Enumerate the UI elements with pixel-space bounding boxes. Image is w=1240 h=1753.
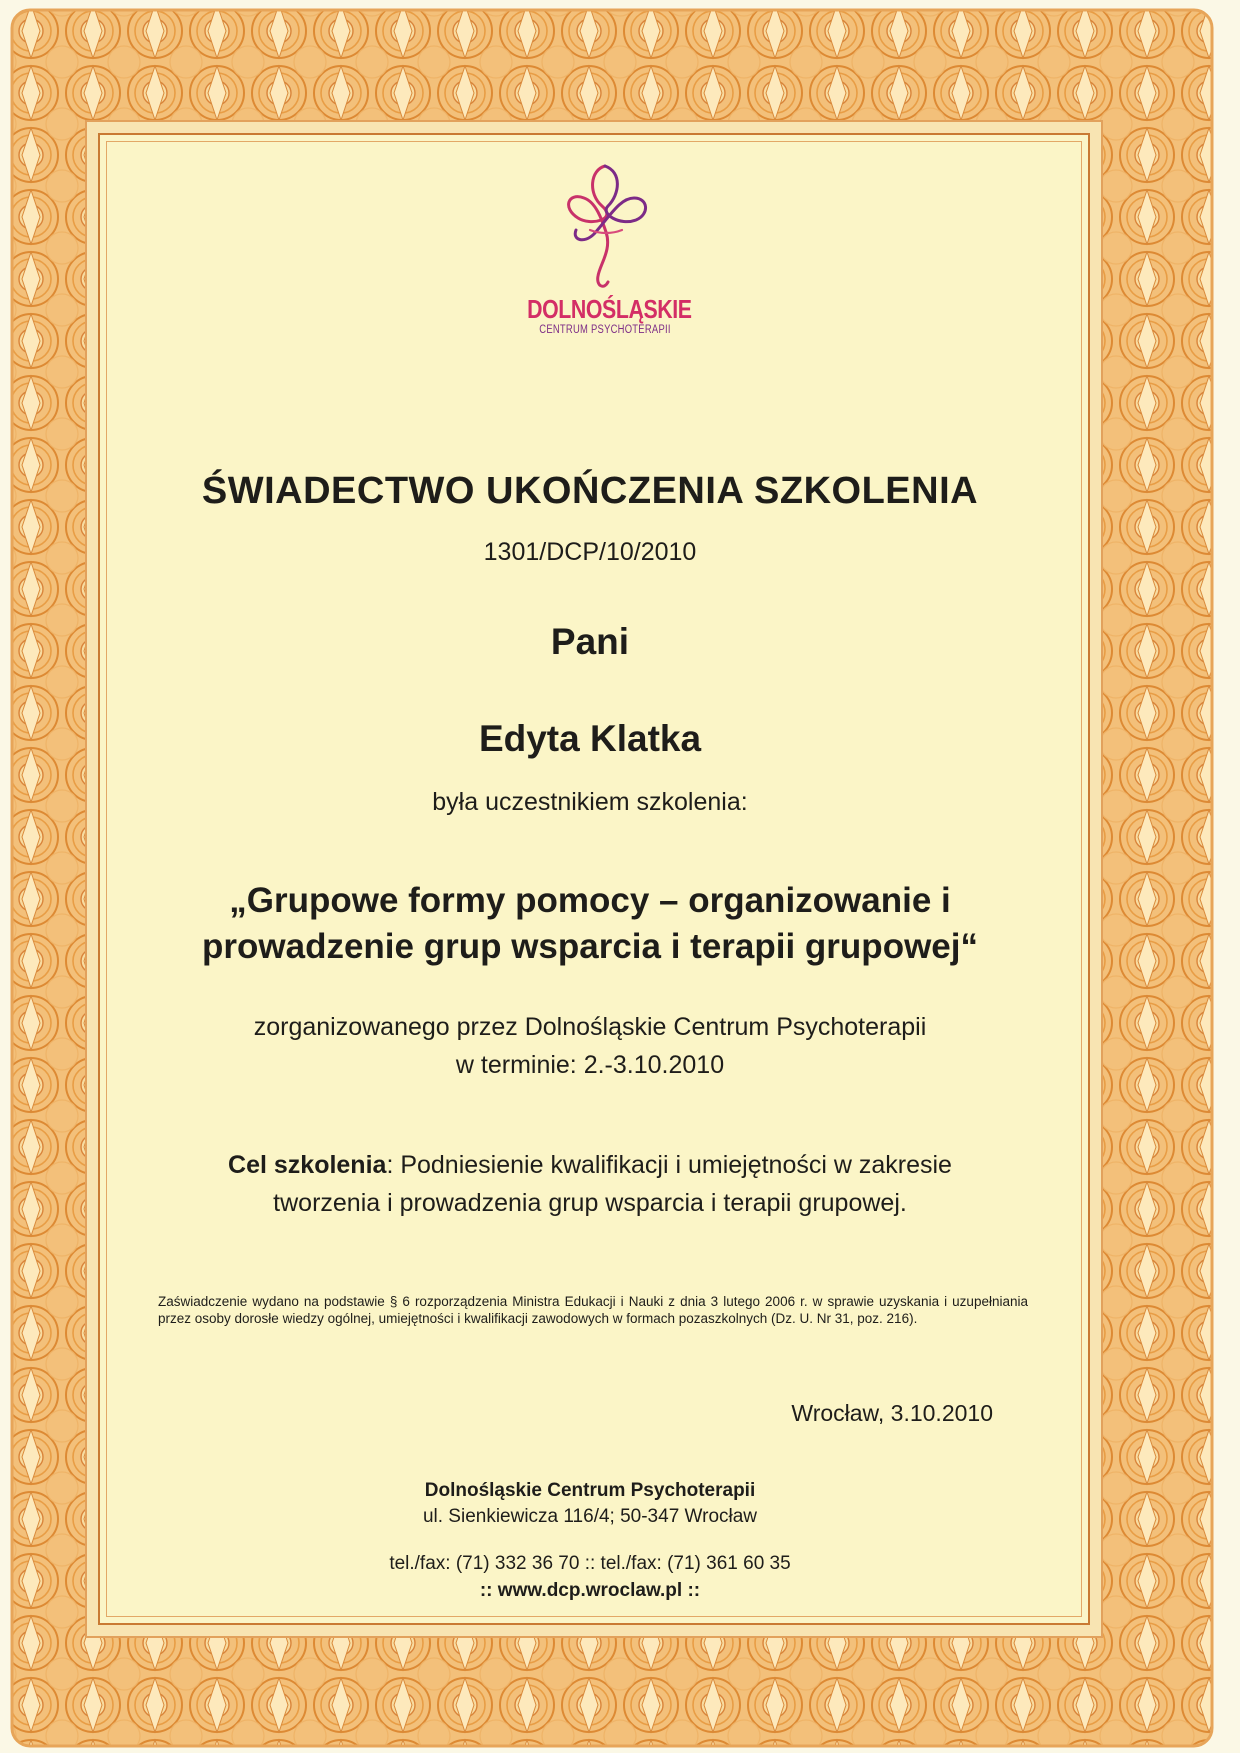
organizer-line-2: w terminie: 2.-3.10.2010 [455,1051,725,1079]
footer-phones: tel./fax: (71) 332 36 70 :: tel./fax: (71) 361 60 35 [389,1553,791,1574]
certificate-number: 1301/DCP/10/2010 [483,538,697,566]
logo-name: DOLNOŚLĄSKIE [527,294,692,324]
goal-line-1 [150,1146,1030,1184]
course-title [150,878,1030,970]
footer-organization: Dolnośląskie Centrum Psychoterapii [424,1480,756,1501]
goal-label: Cel szkolenia [228,1151,387,1179]
training-goal [150,1146,1030,1222]
place-and-date: Wrocław, 3.10.2010 [791,1400,993,1426]
participant-text: była uczestnikiem szkolenia: [432,788,748,816]
course-title-line-1: „Grupowe formy pomocy – organizowanie i [229,881,951,920]
course-title-line-2: prowadzenie grup wsparcia i terapii grupowej“ [202,927,978,966]
logo-subtitle: CENTRUM PSYCHOTERAPII [539,324,671,336]
legal-note: Zaświadczenie wydano na podstawie § 6 rozporządzenia Ministra Edukacji i Nauki z dnia 3 lutego 2006 r. w sprawie uzyskania i uzupełniania przez osoby dorosłe wiedzy ogólnej, umiejętności i kwalifikacji zawodowych w formach pozaszkolnych (Dz. U. Nr 31, poz. 216). [158,1294,1028,1326]
salutation: Pani [550,621,630,662]
goal-text-2: tworzenia i prowadzenia grup wsparcia i terapii grupowej. [273,1189,907,1217]
footer-address: ul. Sienkiewicza 116/4; 50-347 Wrocław [422,1506,758,1527]
certificate-title: ŚWIADECTWO UKOŃCZENIA SZKOLENIA [201,470,979,512]
logo [510,160,700,345]
logo-mark [550,160,660,292]
recipient-name: Edyta Klatka [478,718,702,759]
organizer-info [150,1008,1030,1084]
goal-text-1: : Podniesienie kwalifikacji i umiejętności w zakresie [386,1151,952,1179]
footer-website: :: www.dcp.wroclaw.pl :: [479,1580,701,1601]
organizer-line-1: zorganizowanego przez Dolnośląskie Centrum Psychoterapii [253,1013,927,1041]
